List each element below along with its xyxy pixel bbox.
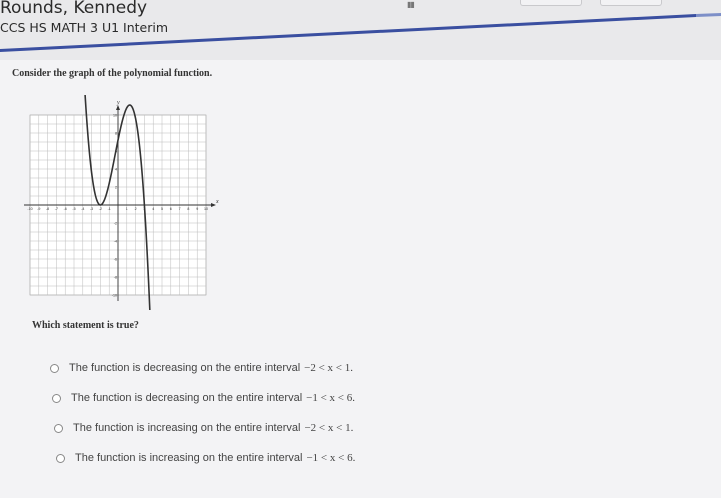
option-text: The function is increasing on the entire interval: [73, 422, 301, 434]
y-tick-label: 4: [115, 167, 117, 172]
x-tick-label: -9: [37, 207, 41, 211]
x-tick-label: 6: [169, 207, 172, 211]
x-tick-label: -6: [63, 207, 67, 211]
option-math: −2 < x < 1.: [304, 422, 354, 434]
option-math: −1 < x < 6.: [306, 392, 356, 404]
x-tick-label: -10: [27, 207, 33, 211]
y-axis-label: y: [117, 100, 120, 106]
x-tick-label: 9: [196, 207, 199, 211]
option-text: The function is decreasing on the entire interval: [71, 392, 303, 404]
x-tick-label: 3: [143, 207, 146, 211]
radio-button[interactable]: [56, 454, 65, 463]
y-tick-label: -8: [113, 275, 117, 280]
y-tick-label: 10: [113, 113, 117, 118]
question-prompt: Consider the graph of the polynomial function.: [12, 68, 213, 79]
polynomial-graph: [20, 95, 220, 310]
radio-button[interactable]: [54, 424, 63, 433]
header-divider: [0, 0, 721, 60]
y-tick-label: 8: [115, 131, 117, 136]
x-tick-label: -3: [89, 207, 94, 211]
radio-button[interactable]: [50, 364, 59, 373]
option-text: The function is increasing on the entire interval: [75, 452, 303, 464]
answer-option-3[interactable]: [54, 422, 353, 434]
y-tick-label: -4: [113, 239, 117, 244]
radio-button[interactable]: [52, 394, 61, 403]
course-name: CCS HS MATH 3 U1 Interim: [0, 20, 169, 35]
answer-option-1[interactable]: [50, 362, 353, 374]
option-math: −1 < x < 6.: [306, 452, 356, 464]
option-text: The function is decreasing on the entire interval: [69, 362, 301, 374]
answer-option-4[interactable]: [56, 452, 355, 464]
x-tick-label: -1: [107, 207, 111, 211]
x-tick-label: 2: [134, 207, 137, 211]
x-tick-label: -5: [72, 207, 76, 211]
option-math: −2 < x < 1.: [304, 362, 354, 374]
y-tick-label: 6: [115, 149, 117, 154]
x-tick-label: 5: [161, 207, 163, 211]
y-tick-label: -2: [113, 221, 117, 226]
y-tick-label: -10: [111, 293, 117, 298]
y-tick-label: 2: [115, 185, 117, 190]
x-tick-label: -4: [81, 207, 85, 211]
header: [0, 0, 721, 60]
x-tick-label: 8: [187, 207, 190, 211]
x-tick-label: 10: [204, 207, 208, 211]
student-name: Rounds, Kennedy: [0, 0, 148, 18]
pause-icon[interactable]: ▮▮: [407, 0, 414, 9]
y-tick-label: -6: [113, 257, 117, 262]
x-tick-label: 1: [125, 207, 128, 211]
x-tick-label: 7: [178, 207, 181, 211]
x-tick-label: -7: [54, 207, 59, 211]
answer-option-2[interactable]: [52, 392, 355, 404]
x-tick-label: -8: [45, 207, 50, 211]
x-axis-label: x: [216, 199, 219, 205]
question-stem: Which statement is true?: [32, 320, 139, 331]
x-tick-label: 4: [152, 207, 155, 211]
x-tick-label: -2: [98, 207, 103, 211]
